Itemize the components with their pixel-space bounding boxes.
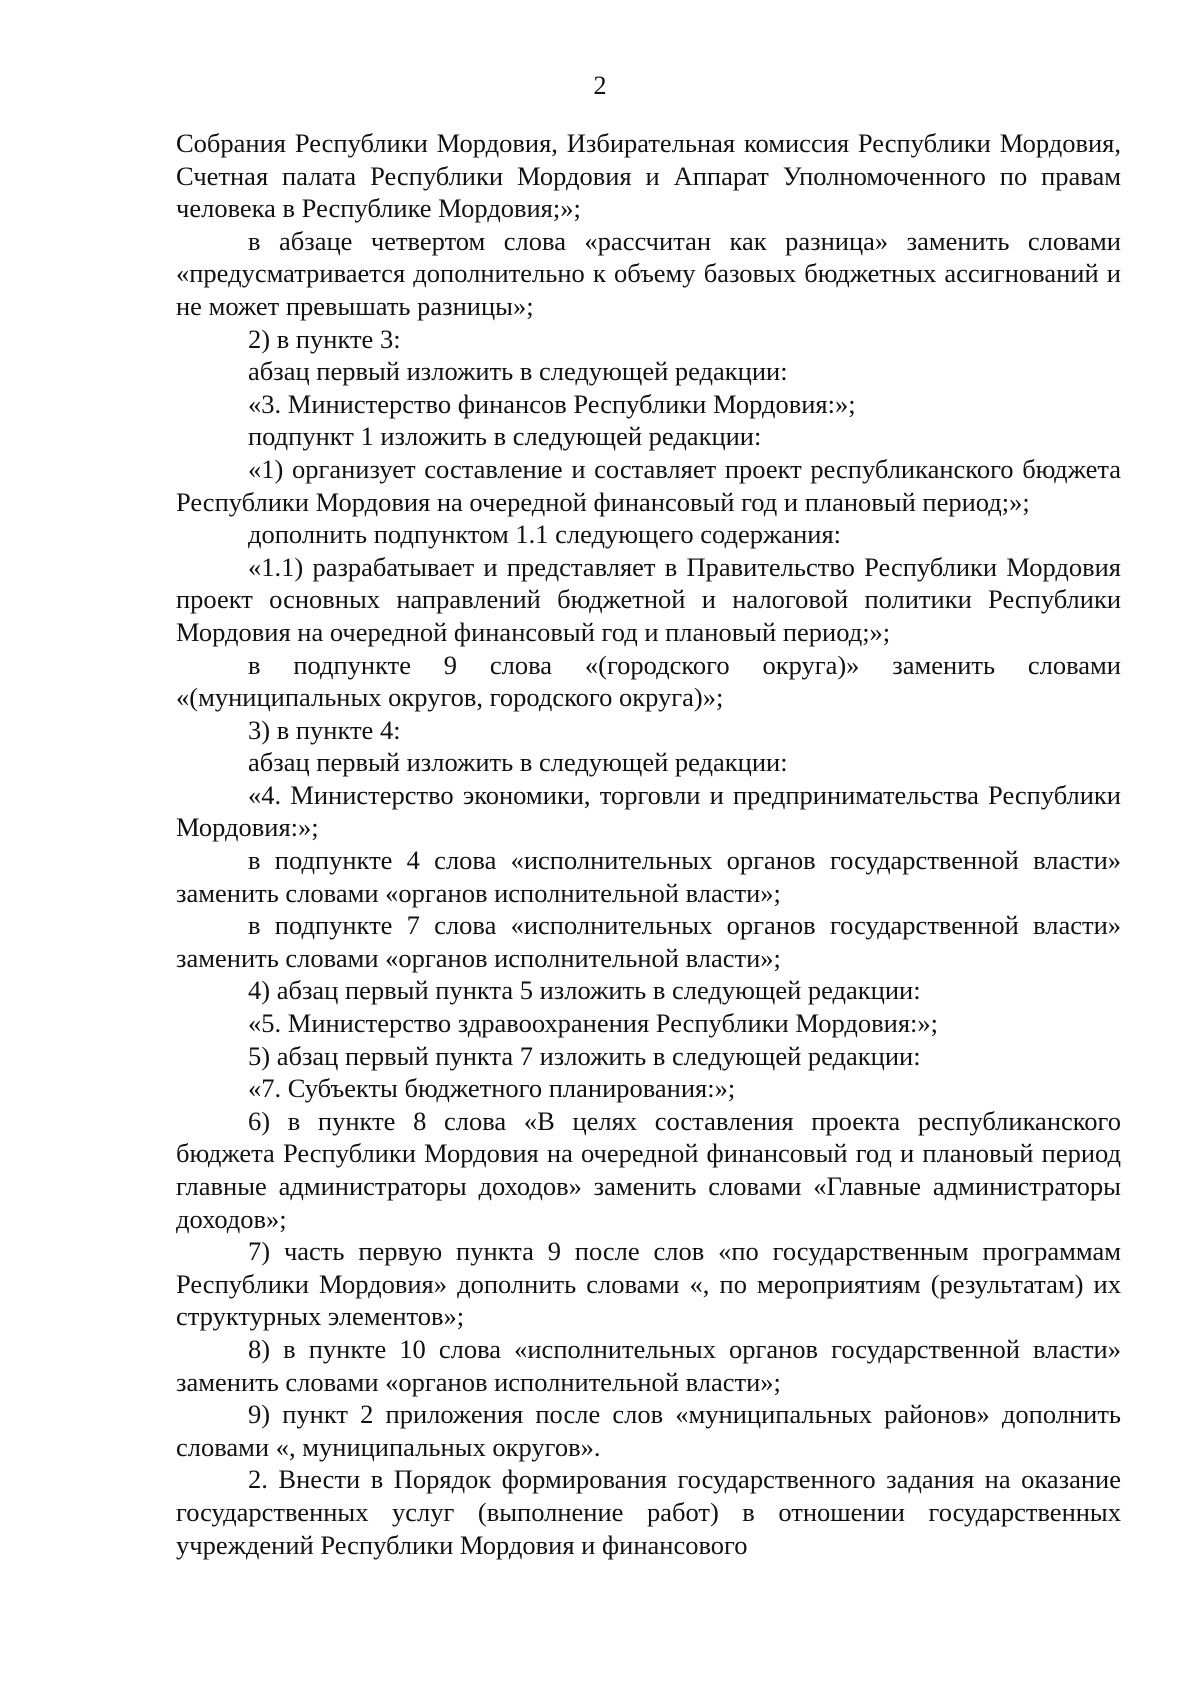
- page-number: 2: [593, 71, 607, 100]
- paragraph: абзац первый изложить в следующей редакции:: [248, 356, 788, 387]
- paragraph: 6) в пункте 8 слова «В целях составления проекта республиканского бюджета Республики Мордовия на очередной финансовый год и плановый период главные администраторы доходов» заменить словами «Главные администраторы доходов»;: [176, 1105, 1121, 1234]
- paragraph: 7) часть первую пункта 9 после слов «по государственным программам Республики Мордовия» дополнить словами «, по мероприятиям (результатам) их структурных элементов»;: [176, 1236, 1121, 1332]
- paragraph: «1) организует составление и составляет проект республиканского бюджета Республики Мордовия на очередной финансовый год и плановый период;»;: [176, 453, 1121, 517]
- paragraph: в абзаце четвертом слова «рассчитан как разница» заменить словами «предусматривается дополнительно к объему базовых бюджетных ассигнований и не может превышать разницы»;: [176, 225, 1121, 321]
- paragraph: подпункт 1 изложить в следующей редакции:: [248, 421, 762, 452]
- paragraph: «7. Субъекты бюджетного планирования:»;: [248, 1073, 736, 1104]
- paragraph: 8) в пункте 10 слова «исполнительных органов государственной власти» заменить словами «органов исполнительной власти»;: [176, 1333, 1121, 1397]
- paragraph: «4. Министерство экономики, торговли и предпринимательства Республики Мордовия:»;: [176, 779, 1121, 843]
- paragraph: 9) пункт 2 приложения после слов «муниципальных районов» дополнить словами «, муниципальных округов».: [176, 1399, 1121, 1462]
- paragraph: «3. Министерство финансов Республики Мордовия:»;: [248, 388, 856, 419]
- paragraph: 5) абзац первый пункта 7 изложить в следующей редакции:: [248, 1040, 921, 1071]
- paragraph: 3) в пункте 4:: [248, 714, 401, 745]
- paragraph: 2) в пункте 3:: [248, 323, 401, 354]
- paragraph: дополнить подпунктом 1.1 следующего содержания:: [248, 519, 842, 550]
- paragraph: в подпункте 9 слова «(городского округа)» заменить словами «(муниципальных округов, городского округа)»;: [176, 649, 1121, 713]
- paragraph: в подпункте 4 слова «исполнительных органов государственной власти» заменить словами «органов исполнительной власти»;: [176, 845, 1121, 908]
- paragraph: «5. Министерство здравоохранения Республики Мордовия:»;: [248, 1008, 939, 1039]
- paragraph: «1.1) разрабатывает и представляет в Правительство Республики Мордовия проект основных направлений бюджетной и налоговой политики Республики Мордовия на очередной финансовый год и плановый период;»;: [176, 551, 1121, 647]
- paragraph: 4) абзац первый пункта 5 изложить в следующей редакции:: [248, 975, 921, 1006]
- document-body: [176, 127, 1121, 1561]
- paragraph: 2. Внести в Порядок формирования государственного задания на оказание государственных услуг (выполнение работ) в отношении государственных учреждений Республики Мордовия и финансового: [176, 1464, 1121, 1560]
- paragraph: Собрания Республики Мордовия, Избирательная комиссия Республики Мордовия, Счетная палата Республики Мордовия и Аппарат Уполномоченного по правам человека в Республике Мордовия;»;: [176, 128, 1121, 224]
- paragraph: в подпункте 7 слова «исполнительных органов государственной власти» заменить словами «органов исполнительной власти»;: [176, 910, 1121, 973]
- paragraph: абзац первый изложить в следующей редакции:: [248, 747, 788, 778]
